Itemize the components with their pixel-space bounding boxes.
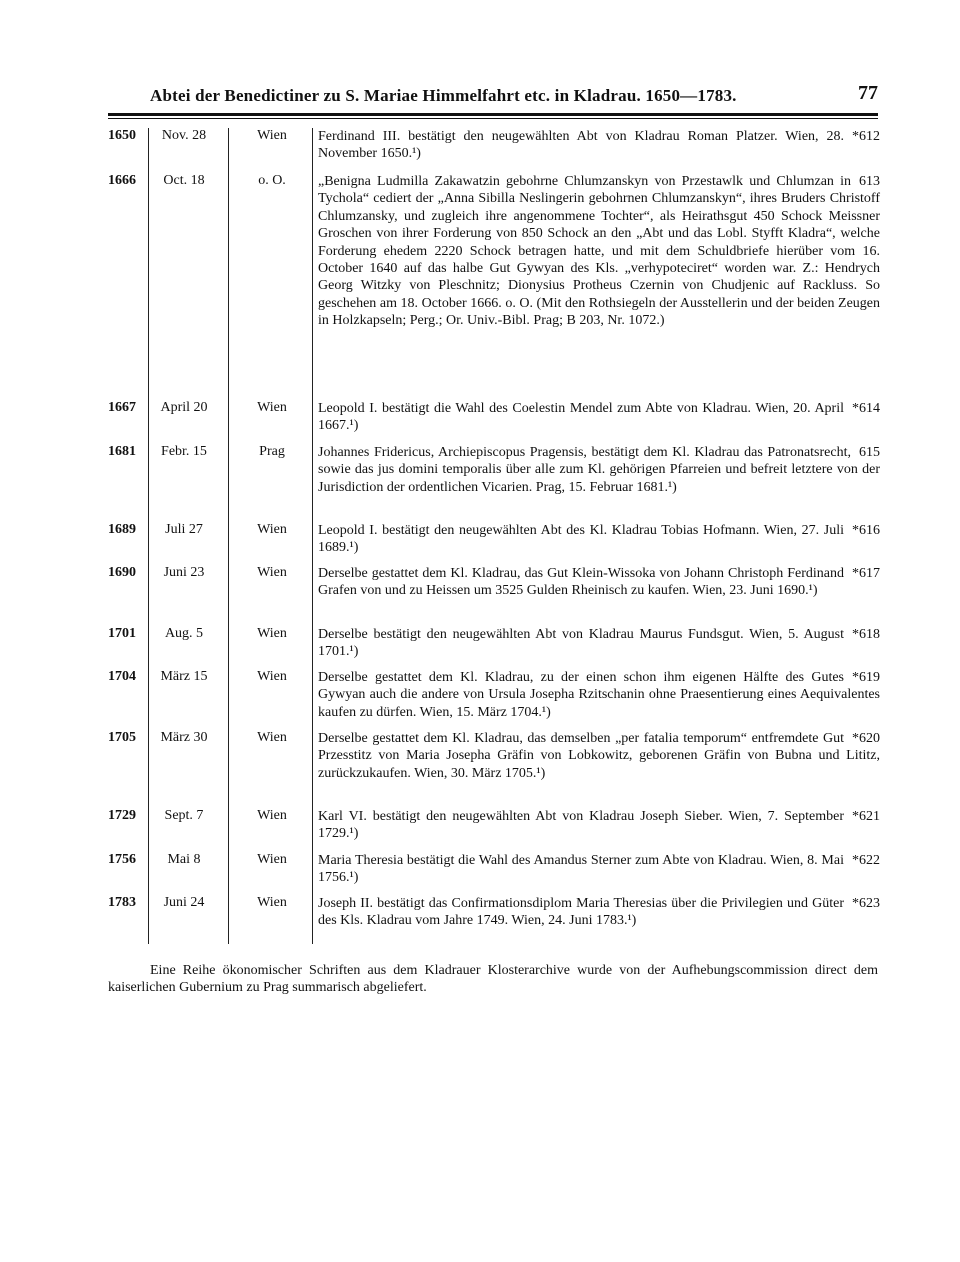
register-entry <box>108 626 880 669</box>
entry-ref: *620 <box>852 731 880 746</box>
entry-body: Ferdinand III. bestätigt den neugewählten Abt von Kladrau Roman Platzer. Wien, 28. November 1650.¹) <box>318 129 844 162</box>
entry-place: Wien <box>257 128 287 143</box>
entry-text <box>318 730 880 782</box>
entry-date: Mai 8 <box>167 852 201 867</box>
entry-place: Wien <box>257 626 287 641</box>
entry-place: Wien <box>257 669 287 684</box>
entry-text <box>318 626 880 661</box>
entry-text <box>318 173 880 330</box>
page-header <box>150 82 878 108</box>
entry-year: 1650 <box>108 128 136 143</box>
register-entry <box>108 565 880 626</box>
entry-text <box>318 895 880 930</box>
entry-place: Wien <box>257 852 287 867</box>
entry-text <box>318 669 880 721</box>
entry-text <box>318 522 880 557</box>
entry-place: Prag <box>259 444 285 459</box>
entry-ref: *614 <box>852 401 880 416</box>
entry-date: Sept. 7 <box>164 808 204 823</box>
entry-body: Leopold I. bestätigt die Wahl des Coelestin Mendel zum Abte von Kladrau. Wien, 20. April 1667.¹) <box>318 401 844 434</box>
entry-place: Wien <box>257 522 287 537</box>
entry-ref: *612 <box>852 129 880 144</box>
register-entry <box>108 522 880 565</box>
entry-ref: 613 <box>859 174 880 189</box>
entry-year: 1667 <box>108 400 136 415</box>
entry-year: 1704 <box>108 669 136 684</box>
entry-date: Nov. 28 <box>161 128 207 143</box>
entry-year: 1690 <box>108 565 136 580</box>
entry-body: Karl VI. bestätigt den neugewählten Abt von Kladrau Joseph Sieber. Wien, 7. September 1729.¹) <box>318 809 844 842</box>
entry-ref: 615 <box>859 445 880 460</box>
entry-body: Johannes Fridericus, Archiepiscopus Pragensis, bestätigt dem Kl. Kladrau das Patronatsrecht, sowie das jus domini temporalis über alle zum Kl. gehörigen Pfarreien und befreit letztere von der Jurisdiction der ordentlichen Vicarien. Prag, 15. Februar 1681.¹) <box>318 445 880 495</box>
footnote: Eine Reihe ökonomischer Schriften aus dem Kladrauer Klosterarchive wurde von der Aufhebungscommission direct dem kaiserlichen Gubernium zu Prag summarisch abgeliefert. <box>108 963 878 995</box>
entry-text <box>318 128 880 163</box>
register-entry <box>108 400 880 444</box>
entry-place: o. O. <box>258 173 286 188</box>
entry-body: Derselbe bestätigt den neugewählten Abt von Kladrau Maurus Fundsgut. Wien, 5. August 1701.¹) <box>318 627 844 660</box>
header-rule <box>108 113 878 116</box>
entry-year: 1705 <box>108 730 136 745</box>
entry-text <box>318 852 880 887</box>
entry-date: Aug. 5 <box>164 626 204 641</box>
entry-ref: *618 <box>852 627 880 642</box>
entry-year: 1756 <box>108 852 136 867</box>
entry-body: Leopold I. bestätigt den neugewählten Abt des Kl. Kladrau Tobias Hofmann. Wien, 27. Juli 1689.¹) <box>318 523 844 556</box>
entry-year: 1666 <box>108 173 136 188</box>
entry-text <box>318 808 880 843</box>
entry-body: „Benigna Ludmilla Zakawatzin gebohrne Chlumzanskyn von Przestawlk und Chlumzan in Tychola“ cediert der „Anna Sibilla Neslingerin gebohrnen Chlumzanskyn“, ihres Bruders Christoff Chlumzansky, und zugleich ihre angenommene Tochter“, als Heirathsgut 450 Schock Meissner Groschen von ihrer Forderung von 850 Schock an den „Abt und das Lobl. Styfft Kladra“, welche Forderung ehedem 2220 Schock betragen hatte, und mit dem Schuldbriefe hierüber vom 16. October 1640 auf das halbe Gut Gywyan des Kls. „verhypoteciret“ worden war. Z.: Hendrych Georg Witzky von Pleschnitz; Dionysius Protheus Czernin von Chudjenic auf Rackluss. So geschehen am 18. October 1666. o. O. (Mit den Rothsiegeln der Ausstellerin und der beiden Zeugen in Holzkapseln; Perg.; Or. Univ.-Bibl. Prag; B 203, Nr. 1072.) <box>318 174 880 329</box>
entry-date: März 15 <box>160 669 208 684</box>
entry-body: Maria Theresia bestätigt die Wahl des Amandus Sterner zum Abte von Kladrau. Wien, 8. Mai 1756.¹) <box>318 853 844 886</box>
entry-text <box>318 400 880 435</box>
register-entry <box>108 669 880 730</box>
entry-place: Wien <box>257 400 287 415</box>
entry-ref: *617 <box>852 566 880 581</box>
entry-date: März 30 <box>160 730 208 745</box>
entry-year: 1701 <box>108 626 136 641</box>
register-entry <box>108 128 880 173</box>
entry-text <box>318 565 880 600</box>
register-entry <box>108 730 880 808</box>
page-number: 77 <box>858 82 878 104</box>
entry-year: 1689 <box>108 522 136 537</box>
entry-body: Derselbe gestattet dem Kl. Kladrau, das Gut Klein-Wissoka von Johann Christoph Ferdinand Grafen von und zu Heissen um 3525 Gulden Rheinisch zu kaufen. Wien, 23. Juni 1690.¹) <box>318 566 844 599</box>
entry-place: Wien <box>257 895 287 910</box>
entry-date: April 20 <box>160 400 208 415</box>
entry-place: Wien <box>257 808 287 823</box>
entry-date: Juni 23 <box>163 565 205 580</box>
entry-ref: *621 <box>852 809 880 824</box>
entry-ref: *623 <box>852 896 880 911</box>
entry-date: Oct. 18 <box>163 173 205 188</box>
entry-text <box>318 444 880 496</box>
register-table <box>108 128 880 955</box>
entry-date: Juli 27 <box>165 522 203 537</box>
entry-year: 1681 <box>108 444 136 459</box>
register-entry <box>108 852 880 895</box>
entry-year: 1783 <box>108 895 136 910</box>
entry-place: Wien <box>257 730 287 745</box>
register-entry <box>108 808 880 852</box>
running-title: Abtei der Benedictiner zu S. Mariae Himmelfahrt etc. in Kladrau. 1650—1783. <box>150 86 737 105</box>
entry-body: Derselbe gestattet dem Kl. Kladrau, zu der einen schon ihm eigenen Hälfte des Gutes Gywyan auch die andere von Ursula Josepha Rzitschanin ohne Praesentierung eines Aequivalentes kaufen zu dürfen. Wien, 15. März 1704.¹) <box>318 670 880 720</box>
entry-ref: *616 <box>852 523 880 538</box>
entry-year: 1729 <box>108 808 136 823</box>
entry-body: Derselbe gestattet dem Kl. Kladrau, das demselben „per fatalia temporum“ entfremdete Gut Przesstitz von Maria Josepha Gräfin von Lobkowitz, geborenen Gräfin von Bubna und Lititz, zurückzukaufen. Wien, 30. März 1705.¹) <box>318 731 880 781</box>
register-entry <box>108 444 880 522</box>
entry-body: Joseph II. bestätigt das Confirmationsdiplom Maria Theresias über die Privilegien und Güter des Kls. Kladrau vom Jahre 1749. Wien, 24. Juni 1783.¹) <box>318 896 844 929</box>
entry-date: Febr. 15 <box>161 444 207 459</box>
entry-ref: *622 <box>852 853 880 868</box>
entry-place: Wien <box>257 565 287 580</box>
header-rule-thin <box>108 118 878 119</box>
register-entry <box>108 895 880 955</box>
entry-date: Juni 24 <box>163 895 205 910</box>
entry-ref: *619 <box>852 670 880 685</box>
register-entry <box>108 173 880 400</box>
